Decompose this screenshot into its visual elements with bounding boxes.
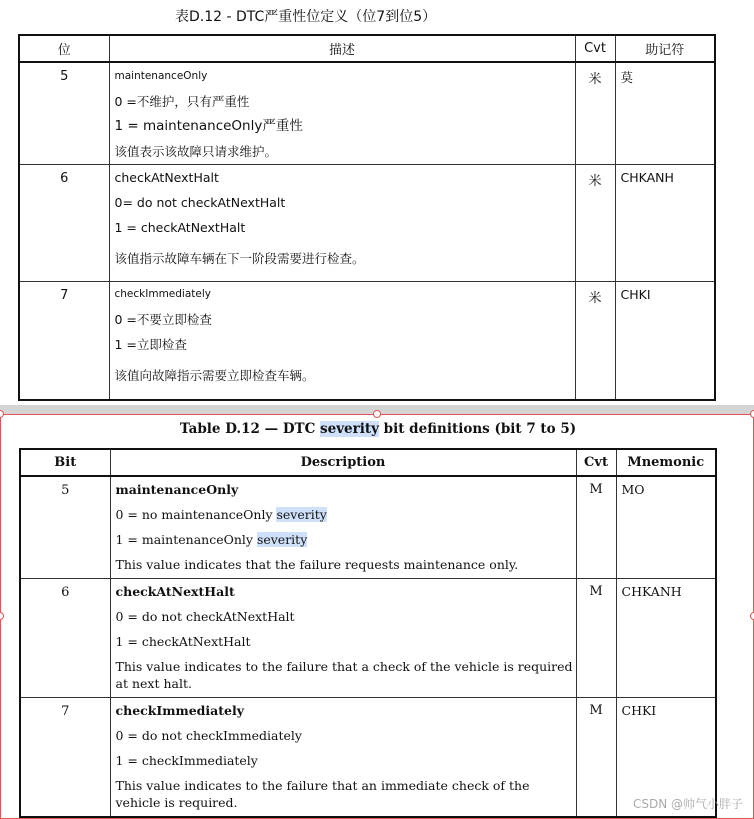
value-1-highlight: severity [256,532,308,547]
row-note: This value indicates that the failure requests maintenance only. [115,557,519,572]
value-1: 1 = checkAtNextHalt [115,633,251,649]
row-note: This value indicates to the failure that an immediate check of the vehicle is required. [115,777,530,810]
header-cvt: Cvt [576,449,616,476]
row-bit: 6 [19,165,109,282]
translated-table-panel [0,0,754,405]
row-mnemonic: CHKI [616,697,716,817]
row-bit: 6 [20,578,110,697]
value-0: 0 = do not checkImmediately [115,727,302,743]
value-1 [116,527,576,552]
table-row [20,697,716,817]
row-bit: 5 [19,62,109,165]
value-0-text: 0 = no maintenanceOnly [115,507,277,522]
translated-header-row [19,35,715,62]
original-table-title [1,421,754,437]
title-text: Table D.12 — DTC [179,421,321,437]
value-0: 0= do not checkAtNextHalt [114,195,286,210]
header-desc: Description [110,449,576,476]
title-highlight: severity [320,421,379,437]
table-row [19,62,715,165]
value-0: 0 =不维护，只有严重性 [114,94,250,109]
table-row [20,578,716,697]
row-mnemonic: CHKANH [615,165,715,282]
field-name: checkImmediately [114,288,211,300]
value-1: 1 = checkAtNextHalt [114,220,246,235]
row-cvt: 米 [575,62,615,165]
row-description [109,282,575,400]
row-note: 该值向故障指示需要立即检查车辆。 [114,368,315,383]
row-bit: 7 [19,282,109,400]
value-0: 0 = do not checkAtNextHalt [115,608,295,624]
original-header-row [20,449,716,476]
row-bit: 7 [20,697,110,817]
row-cvt: 米 [575,282,615,400]
row-description [110,476,576,578]
resize-handle-mid-right[interactable] [750,612,754,620]
row-description [110,578,576,697]
header-desc: 描述 [109,35,575,62]
table-row [19,282,715,400]
table-row [20,476,716,578]
row-description [109,165,575,282]
translated-table [18,34,716,401]
row-note: 该值指示故障车辆在下一阶段需要进行检查。 [114,251,365,266]
row-description [109,62,575,165]
value-0-highlight: severity [276,507,327,522]
resize-handle-top-right[interactable] [750,410,754,418]
row-cvt: M [576,697,616,817]
value-1: 1 =立即检查 [114,337,187,352]
value-1: 1 = maintenanceOnly严重性 [114,118,303,134]
row-cvt: 米 [575,165,615,282]
row-mnemonic: CHKANH [616,578,716,697]
original-table [19,448,717,818]
row-note: This value indicates to the failure that a check of the vehicle is required at next halt. [115,658,573,691]
field-name: checkImmediately [115,702,245,718]
header-mnemonic: 助记符 [615,35,715,62]
original-table-panel [0,414,754,819]
value-1: 1 = checkImmediately [115,752,258,768]
row-mnemonic: 莫 [615,62,715,165]
row-description [110,697,576,817]
table-row [19,165,715,282]
field-name: maintenanceOnly [115,482,239,497]
header-cvt: Cvt [575,35,615,62]
row-cvt: M [576,578,616,697]
resize-handle-top-mid[interactable] [373,410,381,418]
row-bit: 5 [20,476,110,578]
field-name: maintenanceOnly [114,70,208,82]
field-name: checkAtNextHalt [114,170,219,185]
row-note: 该值表示该故障只请求维护。 [114,144,278,159]
translated-table-title: 表D.12 - DTC严重性位定义（位7到位5） [175,9,437,25]
row-mnemonic: MO [616,476,716,578]
value-1-text: 1 = maintenanceOnly [115,532,257,547]
value-0: 0 =不要立即检查 [114,312,212,327]
header-bit: 位 [19,35,109,62]
field-name: checkAtNextHalt [115,583,235,599]
watermark: CSDN @帅气小胖子 [632,797,743,811]
title-text-end: bit definitions (bit 7 to 5) [378,421,577,437]
header-mnemonic: Mnemonic [616,449,716,476]
row-cvt: M [576,476,616,578]
header-bit: Bit [20,449,110,476]
value-0 [116,502,576,527]
row-mnemonic: CHKI [615,282,715,400]
